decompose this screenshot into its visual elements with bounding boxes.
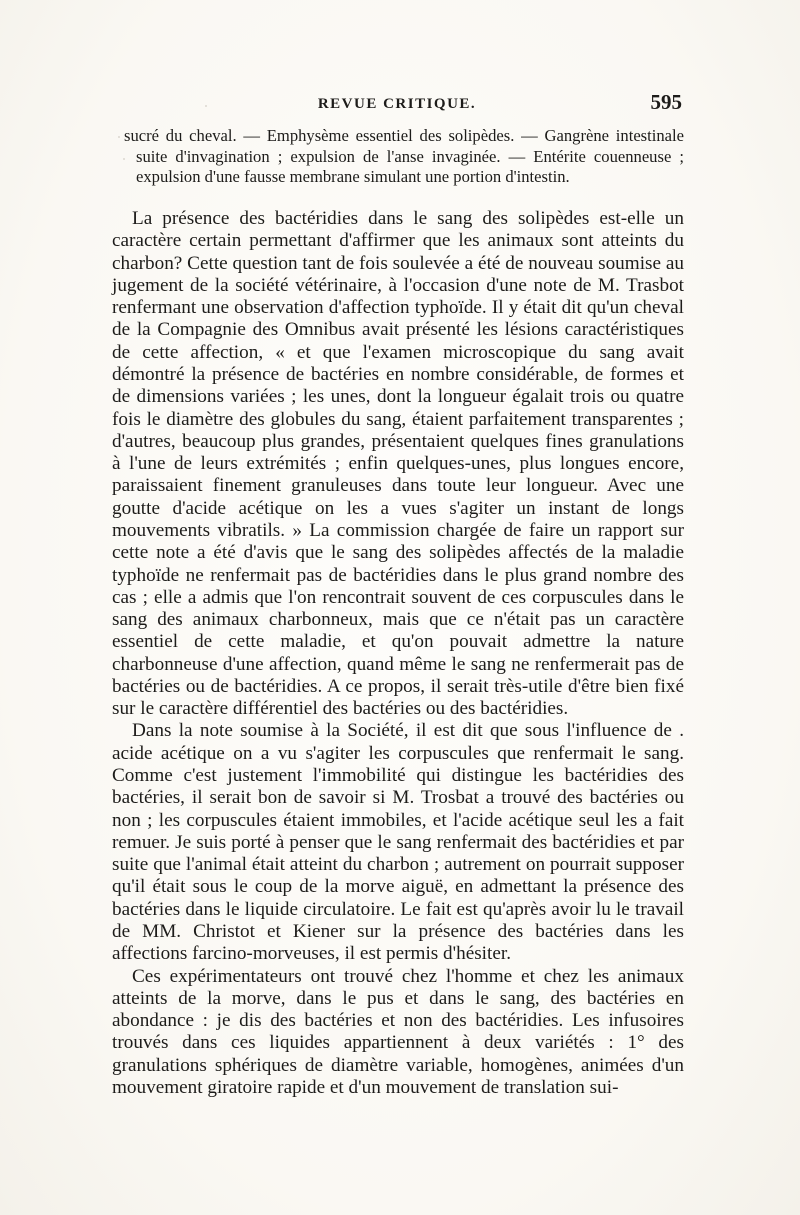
paragraph: La présence des bactéridies dans le sang des solipèdes est-elle un caractère certain permettant d'affirmer que les animaux sont atteints du charbon? Cette question tant de fois soulevée a été de nouveau soumise au jugement de la société vétérinaire, à l'occasion d'une note de M. Trasbot renfermant une observation d'affection typhoïde. Il y était dit qu'un cheval de la Compagnie des Omnibus avait présenté les lésions caractéristiques de cette affection, « et que l'examen microscopique du sang avait démontré la présence de bactéries en nombre considérable, de formes et de dimensions variées ; les unes, dont la longueur égalait trois ou quatre fois le diamètre des globules du sang, étaient parfaitement transparentes ; d'autres, beaucoup plus grandes, présentaient quelques fines granulations à l'une de leurs extrémités ; enfin quelques-unes, plus longues encore, paraissaient finement granuleuses dans toute leur longueur. Avec une goutte d'acide acétique on les a vues s'agiter un instant de longs mouvements vibratils. » La commission chargée de faire un rapport sur cette note a été d'avis que le sang des solipèdes affectés de la maladie typhoïde ne renfermait pas de bactéridies dans le plus grand nombre des cas ; elle a admis que l'on rencontrait souvent de ces corpuscules dans le sang des animaux charbonneux, mais que ce n'était pas un caractère essentiel de cette maladie, et qu'on pouvait admettre la nature charbonneuse d'une affection, quand même le sang ne renfermerait pas de bactéries ou de bactéridies. A ce propos, il serait très-utile d'être bien fixé sur le caractère différentiel des bactéries ou des bactéridies. — [112, 208, 684, 720]
scan-speck — [118, 136, 120, 138]
page-header — [112, 92, 682, 116]
body-text — [112, 208, 684, 1099]
scan-speck — [123, 158, 125, 160]
chapter-summary: sucré du cheval. — Emphysème essentiel des solipèdes. — Gangrène intestinale suite d'invagination ; expulsion de l'anse invaginée. — Entérite couenneuse ; expulsion d'une fausse membrane simulant une portion d'intestin. — [124, 126, 684, 186]
paragraph: Ces expérimentateurs ont trouvé chez l'homme et chez les animaux atteints de la morve, dans le pus et dans le sang, des bactéries en abondance : je dis des bactéries et non des bactéridies. Les infusoires trouvés dans ces liquides appartiennent à deux variétés : 1° des granulations sphériques de diamètre variable, homogènes, animées d'un mouvement giratoire rapide et d'un mouvement de translation sui- — [112, 965, 684, 1098]
running-title: REVUE CRITIQUE. — [317, 96, 477, 112]
paragraph: Dans la note soumise à la Société, il est dit que sous l'influence de . acide acétique on a vu s'agiter les corpuscules que renfermait le sang. Comme c'est justement l'immobilité qui distingue les bactéridies des bactéries, il serait bon de savoir si M. Trosbat a trouvé des bactéries ou non ; les corpuscules étaient immobiles, et l'acide acétique seul les a fait remuer. Je suis porté à penser que le sang renfermait des bactéridies et par suite que l'animal était atteint du charbon ; autrement on pourrait supposer qu'il était sous le coup de la morve aiguë, en admettant la présence des bactéries dans le liquide circulatoire. Le fait est qu'après avoir lu le travail de MM. Christot et Kiener sur la présence des bactéries dans les affections farcino-morveuses, il est permis d'hésiter. — [112, 720, 684, 965]
scan-speck — [205, 105, 207, 107]
page-number: 595 — [650, 90, 682, 114]
